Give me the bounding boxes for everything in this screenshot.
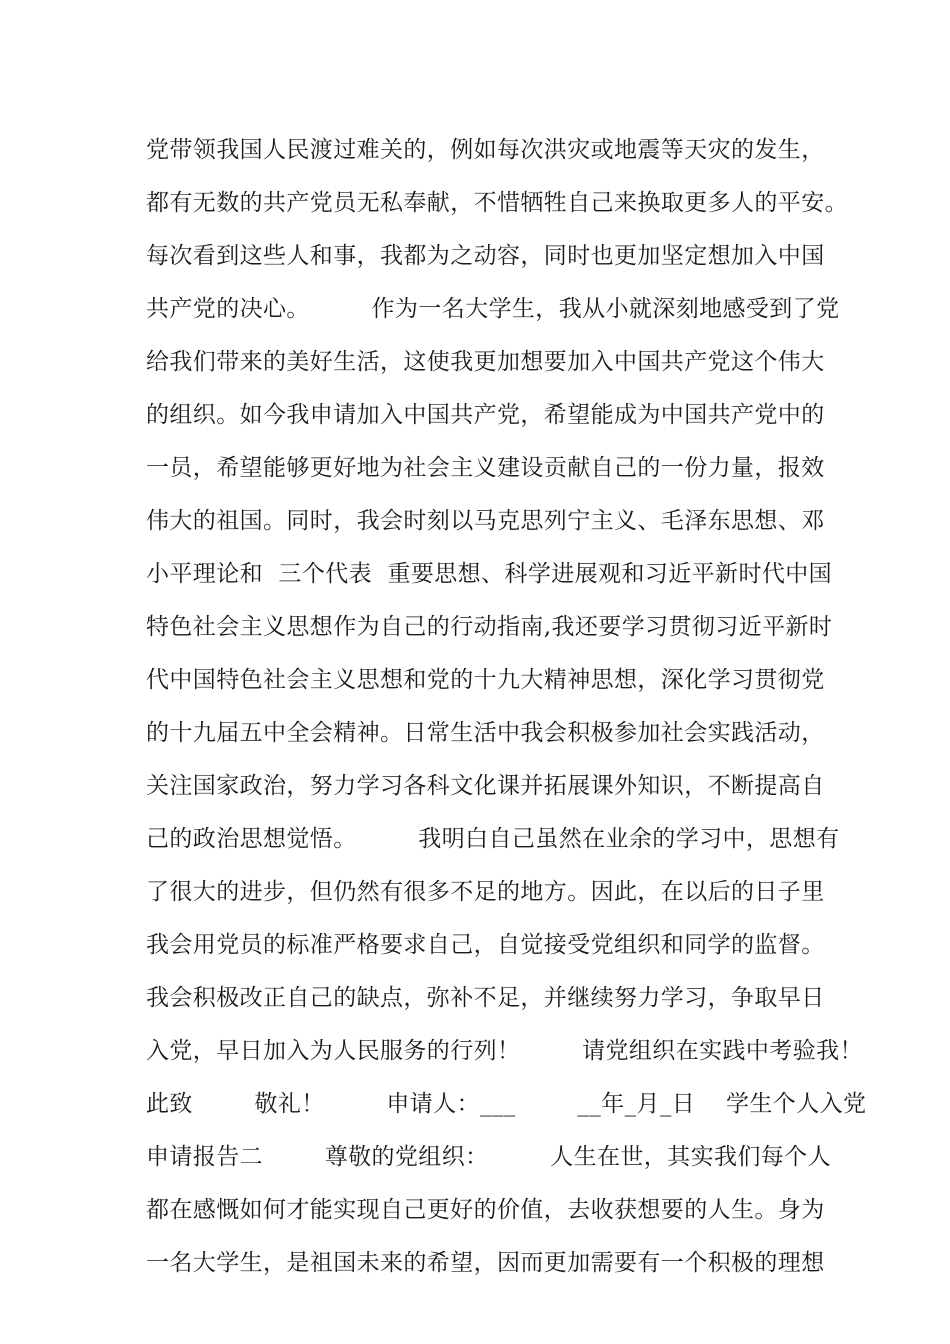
text-line: 代中国特色社会主义思想和党的十九大精神思想，深化学习贯彻党	[146, 667, 825, 693]
text-line: 都有无数的共产党员无私奉献，不惜牺牲自己来换取更多人的平安。	[146, 190, 848, 216]
text-line: 一名大学生，是祖国未来的希望，因而更加需要有一个积极的理想	[146, 1250, 825, 1276]
text-line: 特色社会主义思想作为自己的行动指南,我还要学习贯彻习近平新时	[146, 614, 833, 640]
text-line: 都在感慨如何才能实现自己更好的价值，去收获想要的人生。身为	[146, 1197, 825, 1223]
text-line: 申请报告二 尊敬的党组织： 人生在世，其实我们每个人	[146, 1144, 831, 1170]
text-line: 伟大的祖国。同时，我会时刻以马克思列宁主义、毛泽东思想、邓	[146, 508, 825, 534]
text-line: 党带领我国人民渡过难关的，例如每次洪灾或地震等天灾的发生，	[146, 137, 825, 163]
text-line: 入党，早日加入为人民服务的行列！ 请党组织在实践中考验我！	[146, 1038, 863, 1064]
text-line: 我会积极改正自己的缺点，弥补不足，并继续努力学习，争取早日	[146, 985, 825, 1011]
text-line: 的组织。如今我申请加入中国共产党，希望能成为中国共产党中的	[146, 402, 825, 428]
text-line: 关注国家政治，努力学习各科文化课并拓展课外知识，不断提高自	[146, 773, 825, 799]
text-line: 共产党的决心。 作为一名大学生，我从小就深刻地感受到了党	[146, 296, 840, 322]
text-line: 了很大的进步，但仍然有很多不足的地方。因此，在以后的日子里	[146, 879, 825, 905]
text-line: 给我们带来的美好生活，这使我更加想要加入中国共产党这个伟大	[146, 349, 825, 375]
document-body	[146, 124, 867, 1290]
text-line: 每次看到这些人和事，我都为之动容，同时也更加坚定想加入中国	[146, 243, 825, 269]
text-line: 小平理论和 三个代表 重要思想、科学进展观和习近平新时代中国	[146, 561, 833, 587]
text-line: 我会用党员的标准严格要求自己，自觉接受党组织和同学的监督。	[146, 932, 825, 958]
text-line: 此致 敬礼！ 申请人：___ __年_月_日 学生个人入党	[146, 1091, 867, 1117]
text-line: 的十九届五中全会精神。日常生活中我会积极参加社会实践活动，	[146, 720, 825, 746]
text-line: 一员，希望能够更好地为社会主义建设贡献自己的一份力量，报效	[146, 455, 825, 481]
text-line: 己的政治思想觉悟。 我明白自己虽然在业余的学习中，思想有	[146, 826, 840, 852]
